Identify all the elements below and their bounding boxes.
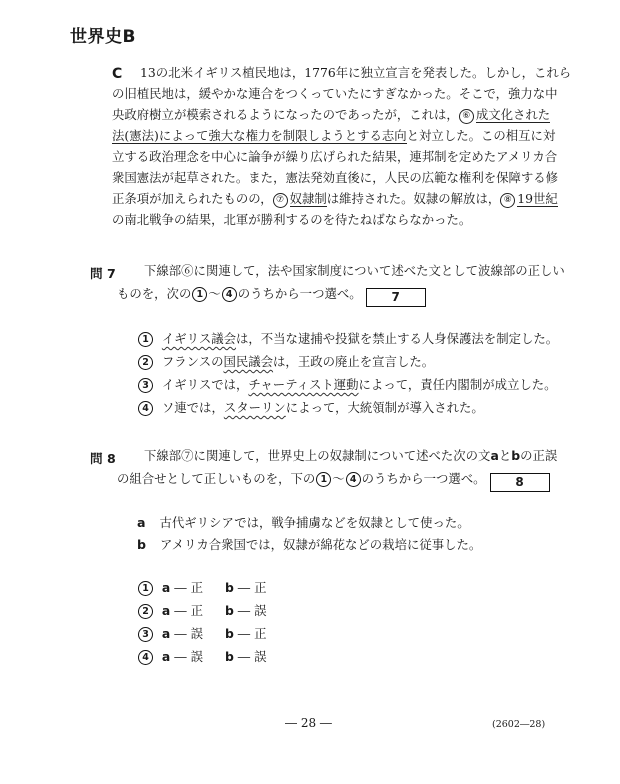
option-number: 4 <box>138 650 153 665</box>
option-number: 2 <box>138 604 153 619</box>
answer-box-7: 7 <box>366 288 426 307</box>
combination-option-3: 3 a ― 誤 b ― 正 <box>137 624 267 642</box>
underlined-phrase-8: 19世紀 <box>517 191 558 206</box>
wavy-underlined-term: 国民議会 <box>223 354 274 369</box>
option-number: 3 <box>138 378 153 393</box>
wavy-underlined-term: イギリス議会 <box>161 331 236 346</box>
option-number: 4 <box>138 401 153 416</box>
combination-option-4: 4 a ― 誤 b ― 誤 <box>137 647 267 665</box>
question-8-label: 問 8 <box>90 451 116 466</box>
combination-option-2: 2 a ― 正 b ― 誤 <box>137 601 267 619</box>
answer-box-8: 8 <box>490 473 550 492</box>
range-to-number: 4 <box>222 287 237 302</box>
range-from-number: 1 <box>316 472 331 487</box>
passage-line: 衆国憲法が起草された。また，憲法発効直後に，人民の広範な権利を保障する修 <box>112 170 559 185</box>
passage-line: 法(憲法)によって強大な権力を制限しようとする志向と対立した。この相互に対 <box>112 128 556 143</box>
question-8-text: 下線部⑦に関連して，世界史上の奴隷制について述べた次の文aとbの正誤 <box>144 448 558 463</box>
option-number: 1 <box>138 332 153 347</box>
statement-b: b アメリカ合衆国では，奴隷が綿花などの栽培に従事した。 <box>137 537 482 552</box>
underlined-phrase-6-cont: 法(憲法)によって強大な権力を制限しようとする志向 <box>112 128 407 143</box>
range-from-number: 1 <box>192 287 207 302</box>
passage-line: 立する政治理念を中心に論争が繰り広げられた結果，連邦制を定めたアメリカ合 <box>112 149 558 164</box>
underline-marker-6: ⑥ <box>459 109 474 124</box>
option-number: 1 <box>138 581 153 596</box>
question-7-text: 下線部⑥に関連して，法や国家制度について述べた文として波線部の正しい <box>144 263 565 278</box>
question-7-label: 問 7 <box>90 266 116 281</box>
passage-letter: C <box>112 66 123 82</box>
passage-line: 正条項が加えられたものの， ⑦ 奴隷制は維持された。奴隷の解放は， ⑧ 19世紀 <box>112 191 558 206</box>
option-1: 1 イギリス議会は，不当な逮捕や投獄を禁止する人身保護法を制定した。 <box>137 330 558 347</box>
underlined-phrase-7: 奴隷制 <box>289 191 327 206</box>
option-4: 4 ソ連では，スターリンによって，大統領制が導入された。 <box>137 399 484 416</box>
wavy-underlined-term: チャーティスト運動 <box>248 377 359 392</box>
option-3: 3 イギリスでは，チャーティスト運動によって，責任内閣制が成立した。 <box>137 376 557 393</box>
exam-code: (2602―28) <box>492 719 546 730</box>
combination-option-1: 1 a ― 正 b ― 正 <box>137 578 267 596</box>
wavy-underlined-term: スターリン <box>223 400 286 415</box>
passage-line: の旧植民地は，緩やかな連合をつくっていたにすぎなかった。そこで，強力な中 <box>112 86 558 101</box>
passage-line: 央政府樹立が模索されるようになったのであったが，これは， ⑥ 成文化された <box>112 107 551 122</box>
option-number: 2 <box>138 355 153 370</box>
statement-a: a 古代ギリシアでは，戦争捕虜などを奴隷として使った。 <box>137 515 470 530</box>
underline-marker-7: ⑦ <box>273 193 288 208</box>
page-number: ― 28 ― <box>285 716 332 730</box>
passage-line: の南北戦争の結果，北軍が勝利するのを待たねばならなかった。 <box>112 212 472 227</box>
passage-line: 13の北米イギリス植民地は，1776年に独立宣言を発表した。しかし，これら <box>140 65 572 80</box>
option-number: 3 <box>138 627 153 642</box>
underlined-phrase-6: 成文化された <box>475 107 551 122</box>
underline-marker-8: ⑧ <box>500 193 515 208</box>
option-2: 2 フランスの国民議会は，王政の廃止を宣言した。 <box>137 353 434 370</box>
section-title: 世界史B <box>70 27 136 47</box>
range-to-number: 4 <box>346 472 361 487</box>
question-7-text-line2: ものを，次の 1 ～ 4 のうちから一つ選べ。 7 <box>117 285 426 307</box>
question-8-text-line2: の組合せとして正しいものを，下の 1 ～ 4 のうちから一つ選べ。 8 <box>117 470 550 492</box>
